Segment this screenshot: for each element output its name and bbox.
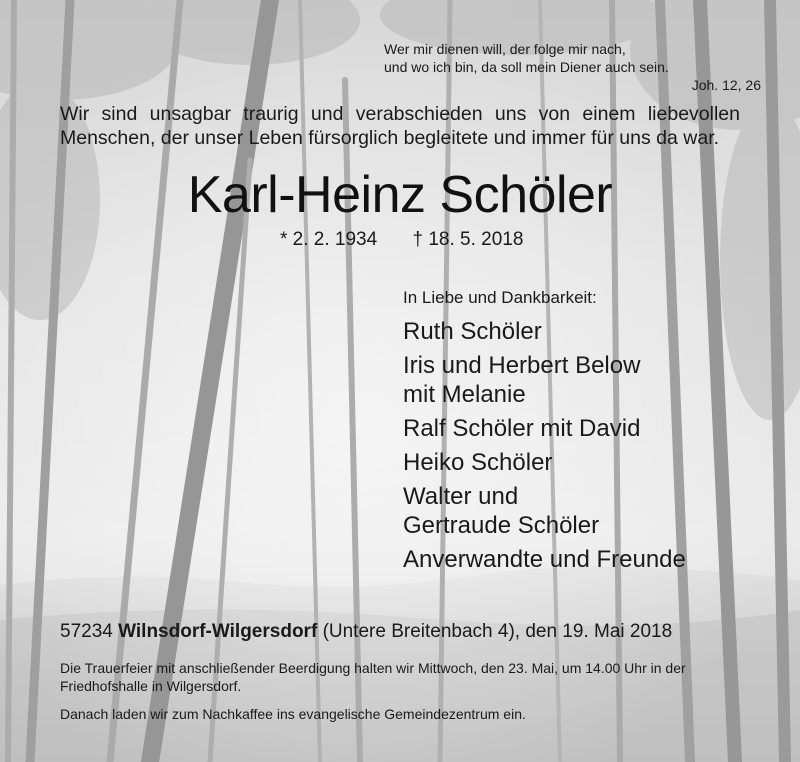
death-date: † 18. 5. 2018: [412, 229, 524, 250]
deceased-name: Karl-Heinz Schöler: [187, 166, 613, 224]
mourner-entry: [403, 414, 793, 443]
mourner-line: Iris und Herbert Below: [403, 352, 641, 379]
quote-reference: Joh. 12, 26: [691, 77, 761, 93]
mourner-line: Anverwandte und Freunde: [403, 546, 686, 573]
mourner-line: Walter und: [403, 483, 519, 510]
quote-line: und wo ich bin, da soll mein Diener auch sein.: [384, 59, 669, 75]
mourner-line: mit Melanie: [403, 381, 526, 408]
place-and-date: [60, 620, 672, 644]
coffee-note: Danach laden wir zum Nachkaffee ins evangelische Gemeindezentrum ein.: [60, 706, 526, 722]
mourner-line: Gertraude Schöler: [403, 512, 600, 539]
intro-text: Wir sind unsagbar traurig und verabschieden uns von einem liebevollen Menschen, der unser Leben fürsorglich begleitete und immer für uns da war.: [60, 103, 740, 149]
bible-quote: [384, 40, 761, 94]
mourner-entry: [403, 351, 793, 409]
town: Wilnsdorf-Wilgersdorf: [118, 621, 318, 642]
mourner-line: Ruth Schöler: [403, 318, 542, 345]
mourner-entry: [403, 482, 793, 540]
mourner-entry: [403, 448, 793, 477]
mourner-entry: [403, 317, 793, 346]
life-dates: [280, 229, 523, 251]
address-and-date: (Untere Breitenbach 4), den 19. Mai 2018: [322, 621, 673, 642]
mourners-lead: In Liebe und Dankbarkeit:: [403, 288, 597, 307]
postcode: 57234: [60, 621, 113, 642]
mourner-line: Ralf Schöler mit David: [403, 415, 641, 442]
mourner-entry: [403, 545, 793, 574]
funeral-note: Die Trauerfeier mit anschließender Beerdigung halten wir Mittwoch, den 23. Mai, um 14.00 Uhr in der Friedhofshalle in Wilgersdorf.: [60, 660, 686, 694]
quote-line: Wer mir dienen will, der folge mir nach,: [384, 41, 626, 57]
birth-date: * 2. 2. 1934: [280, 229, 378, 250]
mourner-line: Heiko Schöler: [403, 449, 553, 476]
mourners-list: [403, 317, 793, 579]
